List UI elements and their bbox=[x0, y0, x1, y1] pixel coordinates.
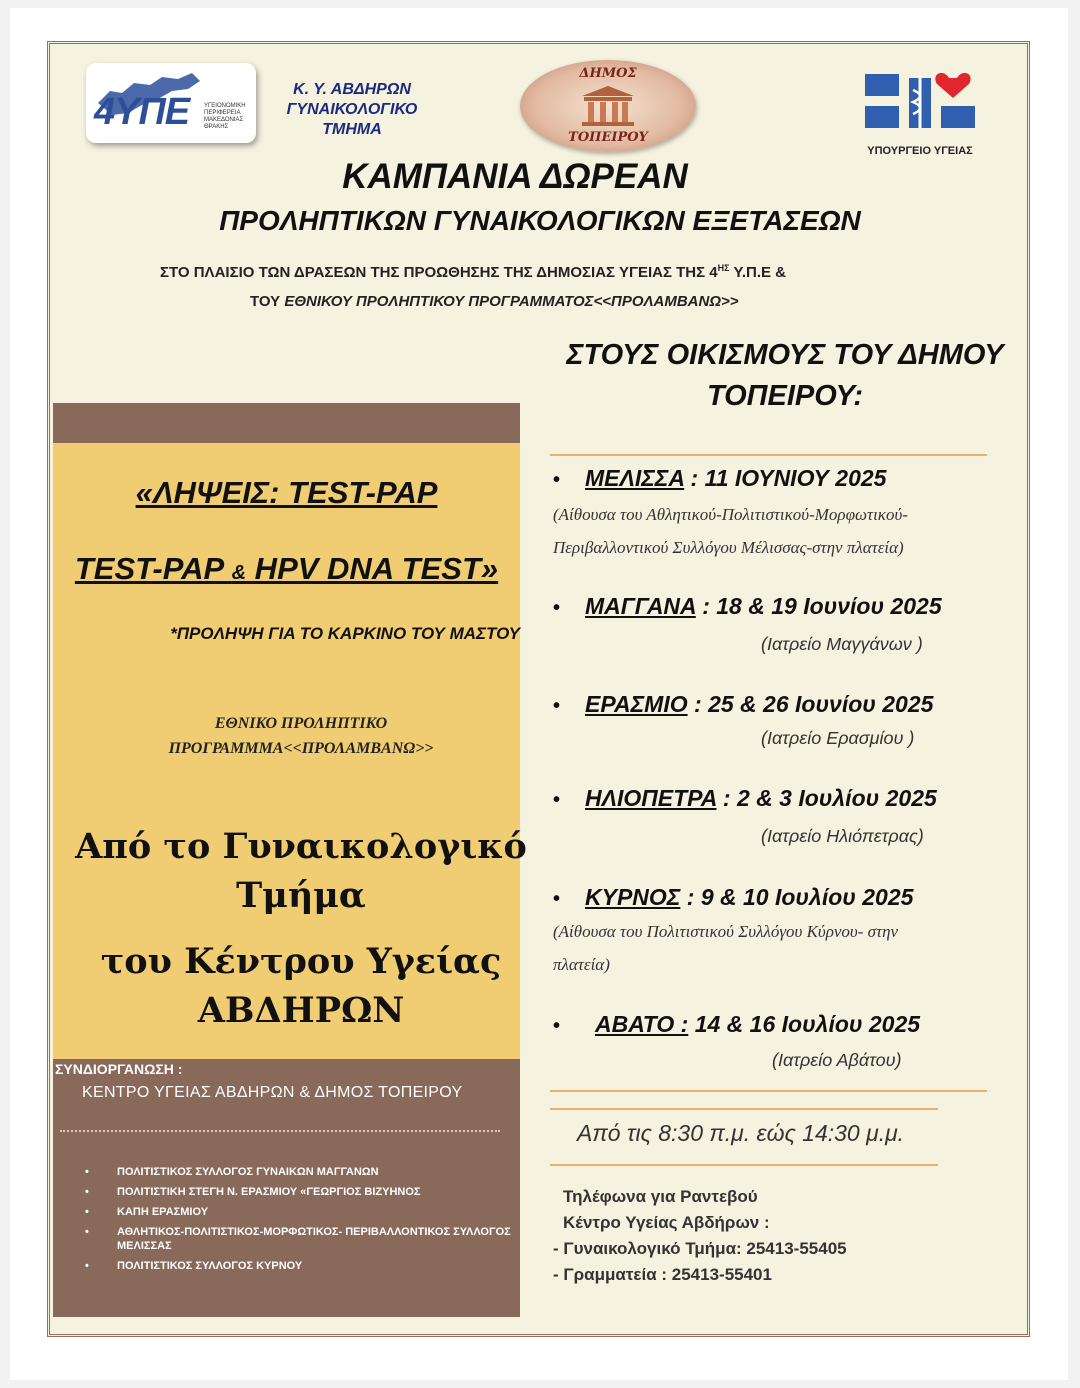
municipality-seal bbox=[520, 60, 696, 152]
contact-center: Κέντρο Υγείας Αβδήρων : bbox=[563, 1213, 770, 1232]
health-center-line-1: του Κέντρου Υγείας bbox=[100, 941, 502, 982]
left-panel-top-bar bbox=[53, 403, 520, 443]
village-name: ΜΕΛΙΣΣΑ bbox=[585, 465, 685, 491]
partner-list bbox=[85, 1165, 515, 1279]
separator: : bbox=[687, 691, 709, 717]
village-note-line: (Ιατρείο Ερασμίου ) bbox=[761, 728, 915, 748]
ype-caption: ΥΓΕΙΟΝΟΜΙΚΗ ΠΕΡΙΦΕΡΕΙΑ ΜΑΚΕΔΟΝΙΑΣ ΘΡΑΚΗΣ bbox=[204, 103, 246, 130]
intro-line-1-text: ΣΤΟ ΠΛΑΙΣΙΟ ΤΩΝ ΔΡΑΣΕΩΝ ΤΗΣ ΠΡΟΩΘΗΣΗΣ ΤΗΣ ΔΗΜΟΣΙΑΣ ΥΓΕΙΑΣ ΤΗΣ 4 bbox=[160, 264, 718, 281]
village-note-line: (Αίθουσα του Αθλητικού-Πολιτιστικού-Μορφωτικού- bbox=[553, 505, 908, 524]
test-pap-text: TEST-PAP bbox=[74, 551, 232, 586]
contact-heading: Τηλέφωνα για Ραντεβού bbox=[563, 1187, 758, 1206]
village-note-line: Περιβαλλοντικού Συλλόγου Μέλισσας-στην πλατεία) bbox=[553, 538, 904, 557]
intro-line-2-text: ΤΟΥ bbox=[250, 293, 285, 310]
ministry-label: ΥΠΟΥΡΓΕΙΟ ΥΓΕΙΑΣ bbox=[867, 145, 973, 157]
ministry-logo bbox=[855, 68, 985, 158]
department-line-1: Από το Γυναικολογικό bbox=[75, 826, 527, 867]
village-date: 25 & 26 Ιουνίου 2025 bbox=[708, 691, 934, 717]
village-note-line: (Αίθουσα του Πολιτιστικού Συλλόγου Κύρνου- στην bbox=[553, 922, 899, 941]
department-line-2: Τμήμα bbox=[236, 875, 366, 916]
contact-block bbox=[553, 1184, 1013, 1288]
villages-heading bbox=[540, 335, 1030, 417]
intro-line-2 bbox=[250, 293, 950, 310]
breast-cancer-note: *ΠΡΟΛΗΨΗ ΓΙΑ ΤΟ ΚΑΡΚΙΝΟ ΤΟΥ ΜΑΣΤΟΥ bbox=[170, 624, 520, 643]
list-item: • ΠΟΛΙΤΙΣΤΙΚΟΣ ΣΥΛΛΟΓΟΣ ΚΥΡΝΟΥ bbox=[85, 1259, 515, 1273]
co-organization-text: ΚΕΝΤΡΟ ΥΓΕΙΑΣ ΑΒΔΗΡΩΝ & ΔΗΜΟΣ ΤΟΠΕΙΡΟΥ bbox=[82, 1084, 463, 1101]
village-name: ΚΥΡΝΟΣ bbox=[585, 884, 681, 910]
national-program bbox=[53, 711, 549, 761]
hpv-test-text: HPV DNA TEST» bbox=[246, 551, 499, 586]
ministry-flag-icon bbox=[865, 68, 985, 132]
ky-line-2: ΓΥΝΑΙΚΟΛΟΓΙΚΟ bbox=[286, 101, 418, 118]
separator: : bbox=[684, 465, 705, 491]
bullet: • bbox=[553, 789, 561, 811]
ampersand: & bbox=[231, 562, 247, 584]
village-date: 2 & 3 Ιουλίου 2025 bbox=[736, 785, 937, 811]
village-name: ΕΡΑΣΜΙΟ bbox=[585, 691, 688, 717]
campaign-subtitle: ΠΡΟΛΗΠΤΙΚΩΝ ΓΥΝΑΙΚΟΛΟΓΙΚΩΝ ΕΞΕΤΑΣΕΩΝ bbox=[219, 205, 861, 236]
list-item: • ΑΘΛΗΤΙΚΟΣ-ΠΟΛΙΤΙΣΤΙΚΟΣ-ΜΟΡΦΩΤΙΚΟΣ- ΠΕΡΙΒΑΛΛΟΝΤΙΚΟΣ ΣΥΛΛΟΓΟΣ ΜΕΛΙΣΣΑΣ bbox=[85, 1225, 515, 1253]
intro-line-1-end: Υ.Π.Ε & bbox=[729, 264, 786, 281]
village-item-avato bbox=[553, 1011, 1023, 1071]
village-item-iliopetra bbox=[553, 785, 1023, 847]
village-note-line: (Ιατρείο Ηλιόπετρας) bbox=[761, 826, 924, 846]
ky-line-1: Κ. Υ. ΑΒΔΗΡΩΝ bbox=[293, 81, 411, 98]
department-text bbox=[53, 822, 549, 920]
list-item: • ΠΟΛΙΤΙΣΤΙΚΟΣ ΣΥΛΛΟΓΟΣ ΓΥΝΑΙΚΩΝ ΜΑΓΓΑΝΩΝ bbox=[85, 1165, 515, 1179]
bullet: • bbox=[553, 695, 561, 717]
separator: : bbox=[716, 785, 737, 811]
health-center-title bbox=[262, 80, 442, 140]
separator: : bbox=[680, 884, 701, 910]
village-date: 9 & 10 Ιουλίου 2025 bbox=[700, 884, 914, 910]
list-item: • ΚΑΠΗ ΕΡΑΣΜΙΟΥ bbox=[85, 1205, 515, 1219]
tests-subheading bbox=[53, 551, 520, 587]
ype-mark: 4ΥΠΕ bbox=[94, 91, 190, 133]
health-center-text bbox=[53, 937, 549, 1035]
campaign-title: ΚΑΜΠΑΝΙΑ ΔΩΡΕΑΝ bbox=[342, 157, 688, 196]
co-organization-label: ΣΥΝΔΙΟΡΓΑΝΩΣΗ : bbox=[55, 1061, 183, 1077]
village-note-line: (Ιατρείο Μαγγάνων ) bbox=[761, 634, 923, 654]
bullet: • bbox=[553, 469, 561, 491]
intro-program-name: ΕΘΝΙΚΟΥ ΠΡΟΛΗΠΤΙΚΟΥ ΠΡΟΓΡΑΜΜΑΤΟΣ<<ΠΡΟΛΑΜΒΑΝΩ>> bbox=[284, 293, 739, 310]
hours-rule-top bbox=[550, 1108, 938, 1110]
intro-line-1 bbox=[160, 263, 940, 281]
village-item-melissa bbox=[553, 465, 1023, 564]
village-name: ΜΑΓΓΑΝΑ bbox=[585, 593, 696, 619]
bullet: • bbox=[553, 597, 561, 619]
bullet: • bbox=[553, 888, 561, 910]
village-date: 14 & 16 Ιουλίου 2025 bbox=[694, 1011, 921, 1037]
villages-heading-line-1: ΣΤΟΥΣ ΟΙΚΙΣΜΟΥΣ ΤΟΥ ΔΗΜΟΥ bbox=[566, 339, 1004, 371]
health-center-line-2: ΑΒΔΗΡΩΝ bbox=[197, 990, 405, 1031]
village-item-kyrnos bbox=[553, 884, 1023, 981]
village-name: ΑΒΑΤΟ : bbox=[595, 1011, 689, 1037]
village-item-maggana bbox=[553, 593, 1023, 655]
village-date: 18 & 19 Ιουνίου 2025 bbox=[716, 593, 942, 619]
intro-superscript: ΗΣ bbox=[717, 263, 730, 273]
ky-line-3: ΤΜΗΜΑ bbox=[322, 121, 382, 138]
village-name: ΗΛΙΟΠΕΤΡΑ bbox=[585, 785, 717, 811]
phone-gynecology: - Γυναικολογικό Τμήμα: 25413-55405 bbox=[553, 1239, 847, 1258]
phone-secretariat: - Γραμματεία : 25413-55401 bbox=[553, 1265, 772, 1284]
tests-heading bbox=[53, 475, 520, 511]
divider-top bbox=[550, 454, 987, 456]
separator: : bbox=[695, 593, 717, 619]
seal-top-text: ΔΗΜΟΣ bbox=[579, 66, 637, 81]
village-date: 11 ΙΟΥΝΙΟΥ 2025 bbox=[704, 465, 887, 491]
national-program-line-1: ΕΘΝΙΚΟ ΠΡΟΛΗΠΤΙΚΟ bbox=[214, 715, 388, 732]
tests-heading-text: «ΛΗΨΕΙΣ: TEST-PAP bbox=[135, 475, 438, 510]
temple-icon bbox=[578, 84, 638, 128]
ype-logo bbox=[86, 63, 256, 143]
national-program-line-2: ΠΡΟΓΡΑΜΜΜΑ<<ΠΡΟΛΑΜΒΑΝΩ>> bbox=[168, 740, 434, 757]
divider-bottom bbox=[550, 1090, 987, 1092]
opening-hours: Από τις 8:30 π.μ. εώς 14:30 μ.μ. bbox=[577, 1120, 905, 1146]
list-item: • ΠΟΛΙΤΙΣΤΙΚΗ ΣΤΕΓΗ Ν. ΕΡΑΣΜΙΟΥ «ΓΕΩΡΓΙΟΣ ΒΙΖΥΗΝΟΣ bbox=[85, 1185, 515, 1199]
dotted-divider bbox=[60, 1130, 500, 1132]
village-item-erasmio bbox=[553, 691, 1023, 749]
bullet: • bbox=[553, 1015, 561, 1037]
village-note-line: πλατεία) bbox=[553, 955, 610, 974]
village-note-line: (Ιατρείο Αβάτου) bbox=[772, 1050, 902, 1070]
seal-bottom-text: ΤΟΠΕΙΡΟΥ bbox=[568, 130, 648, 145]
villages-heading-line-2: ΤΟΠΕΙΡΟΥ: bbox=[706, 380, 864, 412]
hours-rule-bottom bbox=[550, 1164, 938, 1166]
